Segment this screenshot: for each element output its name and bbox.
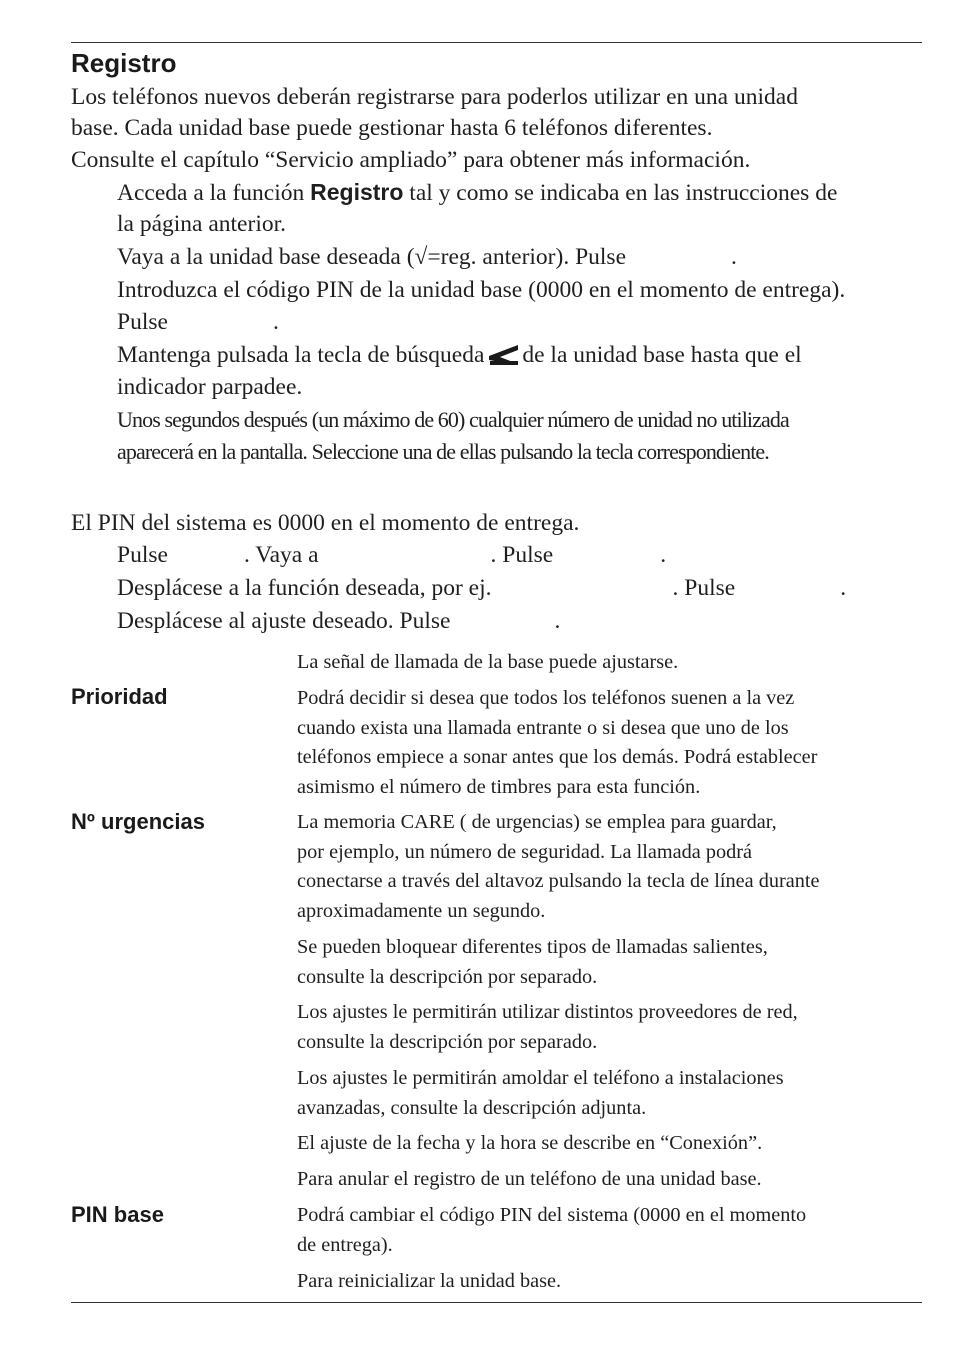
step-5-line-2: aparecerá en la pantalla. Seleccione una de ellas pulsando la tecla correspondiente. (117, 439, 769, 464)
search-key-icon (488, 343, 520, 373)
setting-unregister-desc: Para anular el registro de un teléfono de una unidad base. (297, 1168, 762, 1190)
intro-line-3: Consulte el capítulo “Servicio ampliado” para obtener más información. (71, 147, 751, 173)
setting-pin-base-desc: Podrá cambiar el código PIN del sistema (0000 en el momento de entrega). (297, 1204, 807, 1256)
step-1-line-1: Acceda a la función Registro tal y como se indicaba en las instrucciones de (117, 179, 838, 206)
step-5-line-1: Unos segundos después (un máximo de 60) cualquier número de unidad no utilizada (117, 407, 789, 432)
setting-datetime-desc: El ajuste de la fecha y la hora se describe en “Conexión”. (297, 1132, 763, 1154)
setting-urgencias-desc: La memoria CARE ( de urgencias) se emplea para guardar, por ejemplo, un número de seguridad. La llamada podrá conectarse a través del altavoz pulsando la tecla de línea durante aproximadamente un segundo. (297, 811, 820, 922)
step-4-line-2: indicador parpadee. (117, 374, 303, 400)
step-3-line-1: Introduzca el código PIN de la unidad base (0000 en el momento de entrega). (117, 277, 846, 303)
intro-line-1: Los teléfonos nuevos deberán registrarse para poderlos utilizar en una unidad (71, 84, 798, 110)
system-pin-line: El PIN del sistema es 0000 en el momento de entrega. (71, 510, 580, 536)
setting-term-prioridad: Prioridad (71, 684, 168, 709)
system-step-1: Pulse . Vaya a . Pulse . (117, 542, 667, 568)
step-2: Vaya a la unidad base deseada (√=reg. anterior). Pulse . (117, 244, 737, 270)
setting-term-urgencias: Nº urgencias (71, 809, 205, 834)
setting-ringer-desc: La señal de llamada de la base puede ajustarse. (297, 651, 679, 673)
step-3-line-2: Pulse . (117, 309, 279, 335)
intro-line-2: base. Cada unidad base puede gestionar hasta 6 teléfonos diferentes. (71, 115, 713, 141)
section-title: Registro (71, 48, 177, 78)
setting-call-barring-desc: Se pueden bloquear diferentes tipos de llamadas salientes, consulte la descripción por separado. (297, 936, 768, 988)
system-step-2: Desplácese a la función deseada, por ej. . Pulse . (117, 575, 847, 601)
setting-network-desc: Los ajustes le permitirán utilizar distintos proveedores de red, consulte la descripción por separado. (297, 1001, 798, 1053)
bottom-rule (71, 1302, 922, 1303)
registro-function-label: Registro (310, 179, 404, 205)
step-1-line-2: la página anterior. (117, 211, 286, 237)
setting-advanced-desc: Los ajustes le permitirán amoldar el teléfono a instalaciones avanzadas, consulte la descripción adjunta. (297, 1067, 784, 1119)
setting-term-pin-base: PIN base (71, 1202, 164, 1227)
step-4-line-1: Mantenga pulsada la tecla de búsqueda de la unidad base hasta que el (117, 340, 802, 373)
setting-prioridad-desc: Podrá decidir si desea que todos los teléfonos suenen a la vez cuando exista una llamada entrante o si desea que uno de los teléfonos empiece a sonar antes que los demás. Podrá establecer asimismo el número de timbres para esta función. (297, 687, 818, 798)
system-step-3: Desplácese al ajuste deseado. Pulse . (117, 608, 561, 634)
top-rule (71, 42, 922, 43)
setting-reset-desc: Para reinicializar la unidad base. (297, 1270, 562, 1292)
